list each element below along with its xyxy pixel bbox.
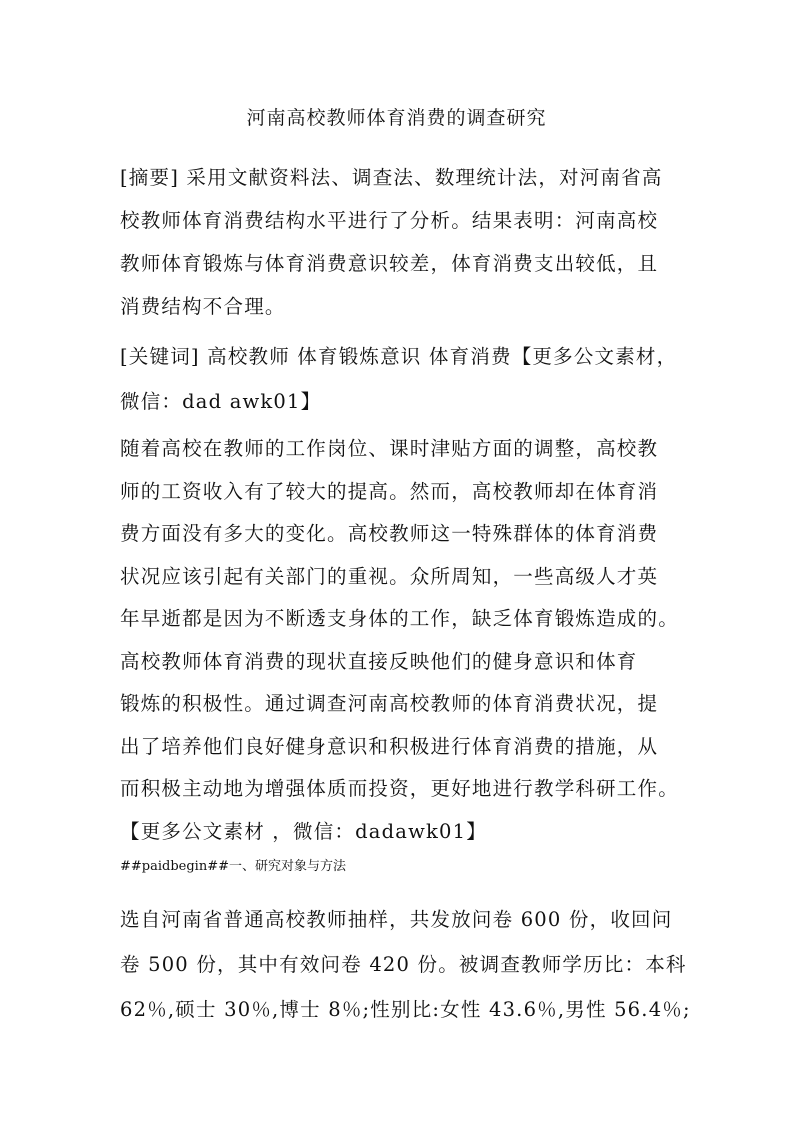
section-line: 62％,硕士 30％,博士 8％;性别比:女性 43.6％,男性 56.4％; <box>120 998 691 1021</box>
keywords-paragraph <box>120 334 680 424</box>
section-line: 卷 500 份，其中有效问卷 420 份。被调查教师学历比：本科 <box>120 953 687 976</box>
abstract-line: 校教师体育消费结构水平进行了分析。结果表明：河南高校 <box>120 209 659 232</box>
body-line: 【更多公文素材 ，微信：dadawk01】 <box>120 819 487 843</box>
body-line: 师的工资收入有了较大的提高。然而，高校教师却在体育消 <box>120 479 659 503</box>
body-line: 费方面没有多大的变化。高校教师这一特殊群体的体育消费 <box>120 522 659 545</box>
body-line: 状况应该引起有关部门的重视。众所周知，一些高级人才英 <box>120 564 659 588</box>
abstract-paragraph <box>120 156 680 328</box>
body-line: 而积极主动地为增强体质而投资，更好地进行教学科研工作。 <box>120 777 679 800</box>
body-line: 随着高校在教师的工作岗位、课时津贴方面的调整，高校教 <box>120 437 659 460</box>
keywords-line: 微信：dad awk01】 <box>120 390 322 413</box>
abstract-line: [摘要] 采用文献资料法、调查法、数理统计法，对河南省高 <box>120 166 663 189</box>
intro-paragraph <box>120 428 680 853</box>
body-line: 高校教师体育消费的现状直接反映他们的健身意识和体育 <box>120 649 638 673</box>
body-line: 出了培养他们良好健身意识和积极进行体育消费的措施，从 <box>120 734 659 758</box>
body-line: 锻炼的积极性。通过调查河南高校教师的体育消费状况，提 <box>120 692 659 715</box>
method-paragraph <box>120 897 691 1032</box>
body-line: 年早逝都是因为不断透支身体的工作，缺乏体育锻炼造成的。 <box>120 607 679 630</box>
keywords-line: [关键词] 高校教师 体育锻炼意识 体育消费【更多公文素材， <box>120 345 678 368</box>
abstract-line: 消费结构不合理。 <box>120 295 286 318</box>
section-line: 选自河南省普通高校教师抽样，共发放问卷 600 份，收回问 <box>120 908 673 931</box>
document-title: 河南高校教师体育消费的调查研究 <box>246 107 547 129</box>
abstract-line: 教师体育锻炼与体育消费意识较差，体育消费支出较低，且 <box>120 252 659 275</box>
section-heading: ##paidbegin##一、研究对象与方法 <box>120 859 346 874</box>
